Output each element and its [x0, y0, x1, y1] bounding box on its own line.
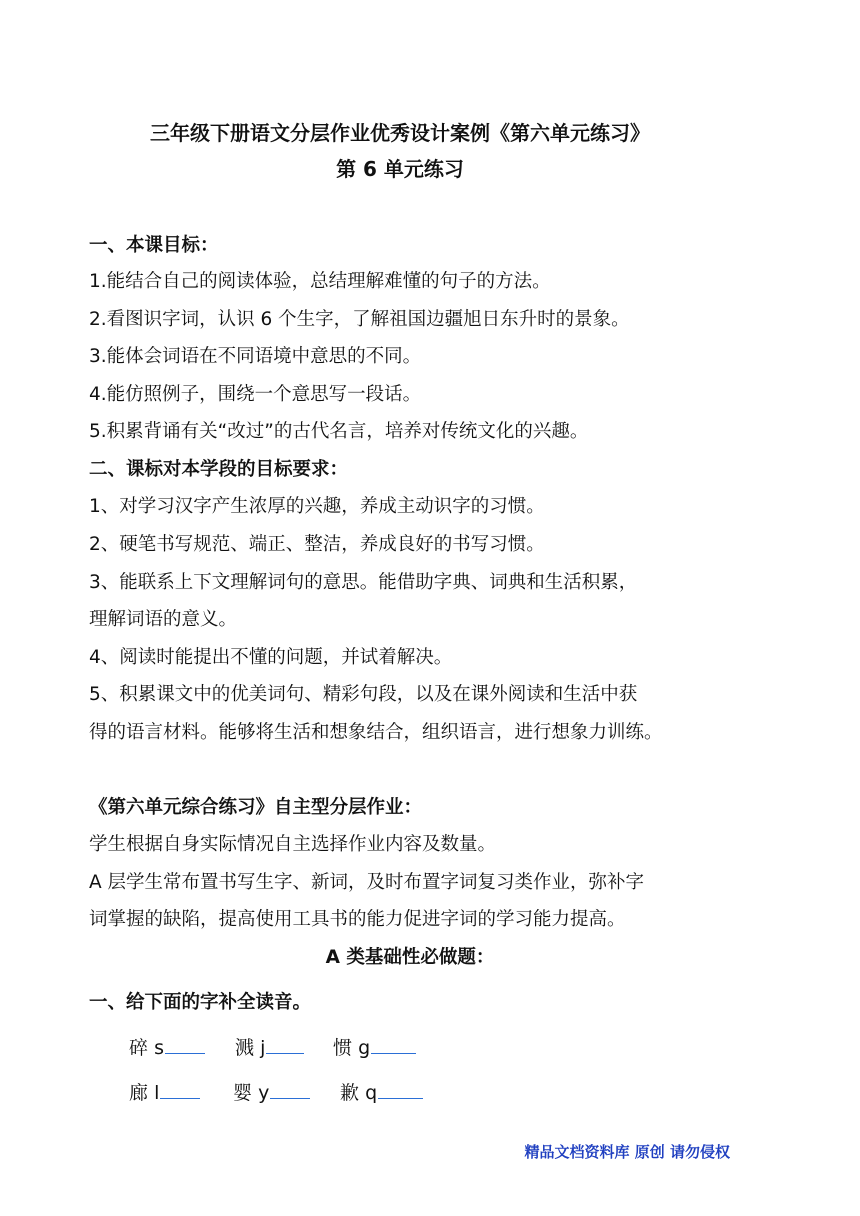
section-heading-goals: 一、本课目标：	[89, 235, 219, 256]
requirement-line: 5、积累课文中的优美词句、精彩句段，以及在课外阅读和生活中获	[89, 684, 638, 705]
homework-line: A 层学生常布置书写生字、新词，及时布置字词复习类作业，弥补字	[89, 872, 645, 893]
section-heading-homework: 《第六单元综合练习》自主型分层作业：	[89, 797, 423, 818]
pinyin-hint: l	[154, 1082, 160, 1104]
answer-blank[interactable]	[270, 1080, 310, 1099]
question-heading: 一、给下面的字补全读音。	[89, 992, 312, 1013]
section-heading-requirements: 二、课标对本学段的目标要求：	[89, 459, 349, 480]
character: 廊	[129, 1082, 149, 1104]
goal-line: 4.能仿照例子，围绕一个意思写一段话。	[89, 384, 422, 405]
goal-line: 2.看图识字词，认识 6 个生字，了解祖国边疆旭日东升时的景象。	[89, 309, 630, 330]
footer-watermark: 精品文档资料库 原创 请勿侵权	[524, 1143, 730, 1161]
pinyin-item	[129, 1033, 205, 1060]
goal-line: 3.能体会词语在不同语境中意思的不同。	[89, 346, 422, 367]
pinyin-item	[235, 1033, 304, 1060]
pinyin-item	[340, 1078, 423, 1105]
character: 歉	[340, 1082, 360, 1104]
requirement-line: 得的语言材料。能够将生活和想象结合，组织语言，进行想象力训练。	[89, 722, 663, 743]
requirement-line: 2、硬笔书写规范、端正、整洁，养成良好的书写习惯。	[89, 534, 545, 555]
goal-line: 5.积累背诵有关“改过”的古代名言，培养对传统文化的兴趣。	[89, 421, 589, 442]
character: 碎	[129, 1037, 149, 1059]
requirement-line: 1、对学习汉字产生浓厚的兴趣，养成主动识字的习惯。	[89, 496, 545, 517]
character: 婴	[233, 1082, 253, 1104]
category-heading: A 类基础性必做题：	[325, 947, 495, 968]
homework-line: 学生根据自身实际情况自主选择作业内容及数量。	[89, 834, 497, 855]
answer-blank[interactable]	[378, 1080, 423, 1099]
document-title: 三年级下册语文分层作业优秀设计案例《第六单元练习》	[150, 121, 650, 145]
answer-blank[interactable]	[266, 1035, 304, 1054]
answer-blank[interactable]	[165, 1035, 205, 1054]
character: 惯	[333, 1037, 353, 1059]
character: 溅	[235, 1037, 255, 1059]
document-subtitle: 第 6 单元练习	[336, 157, 464, 181]
pinyin-hint: q	[365, 1082, 378, 1104]
pinyin-item	[233, 1078, 310, 1105]
requirement-line: 4、阅读时能提出不懂的问题，并试着解决。	[89, 647, 453, 668]
answer-blank[interactable]	[371, 1035, 416, 1054]
goal-line: 1.能结合自己的阅读体验，总结理解难懂的句子的方法。	[89, 271, 551, 292]
pinyin-item	[129, 1078, 200, 1105]
pinyin-item	[333, 1033, 416, 1060]
requirement-line: 理解词语的意义。	[89, 609, 238, 630]
pinyin-hint: g	[358, 1037, 371, 1059]
pinyin-hint: j	[260, 1037, 266, 1059]
pinyin-hint: y	[258, 1082, 270, 1104]
requirement-line: 3、能联系上下文理解词句的意思。能借助字典、词典和生活积累，	[89, 572, 638, 593]
pinyin-hint: s	[154, 1037, 164, 1059]
homework-line: 词掌握的缺陷，提高使用工具书的能力促进字词的学习能力提高。	[89, 909, 626, 930]
answer-blank[interactable]	[160, 1080, 200, 1099]
